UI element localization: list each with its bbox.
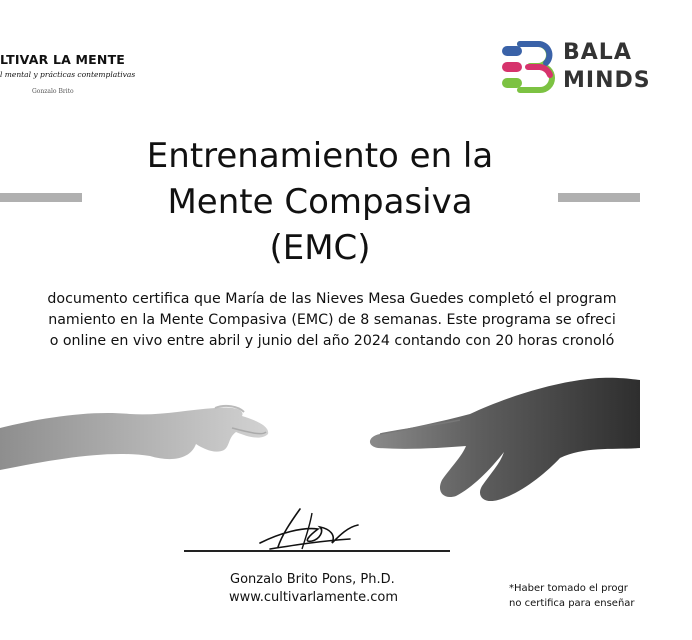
signature-line [184,550,450,552]
logo-balance-mindset [500,38,651,98]
left-hand-icon [0,407,268,470]
decorative-bar-left [0,193,82,202]
footnote-line-1: *Haber tomado el progr [509,583,628,594]
title-line-2: Mente Compasiva [167,182,473,222]
signature-scribble [240,505,370,555]
certificate-body [0,289,692,352]
signatory-website: www.cultivarlamente.com [229,590,399,605]
title-line-1: Entrenamiento en la [146,136,494,176]
body-line-3: o online en vivo entre abril y junio del año 2024 contando con 20 horas cronoló [49,333,615,349]
decorative-bar-right [558,193,640,202]
logo-right-line2: MINDS [563,68,651,93]
logo-left-author: Gonzalo Brito [32,88,74,95]
title-line-3: (EMC) [269,228,371,268]
footnote-line-2: no certifica para enseñar [509,598,635,609]
logo-left-tagline: l mental y prácticas contemplativas [0,70,136,79]
certificate-title [0,133,640,271]
balance-b-logo-icon [500,40,560,96]
body-line-2: namiento en la Mente Compasiva (EMC) de 8 semanas. Este programa se ofreci [48,312,616,328]
logo-left-name: LTIVAR LA MENTE [0,52,126,67]
signatory-name: Gonzalo Brito Pons, Ph.D. [230,572,395,587]
footnote [509,581,635,611]
body-line-1: documento certifica que María de las Nieves Mesa Guedes completó el program [47,291,617,307]
logo-right-line1: BALA [563,40,632,65]
logo-cultivar-la-mente [0,52,200,95]
right-hand-icon [370,378,640,501]
